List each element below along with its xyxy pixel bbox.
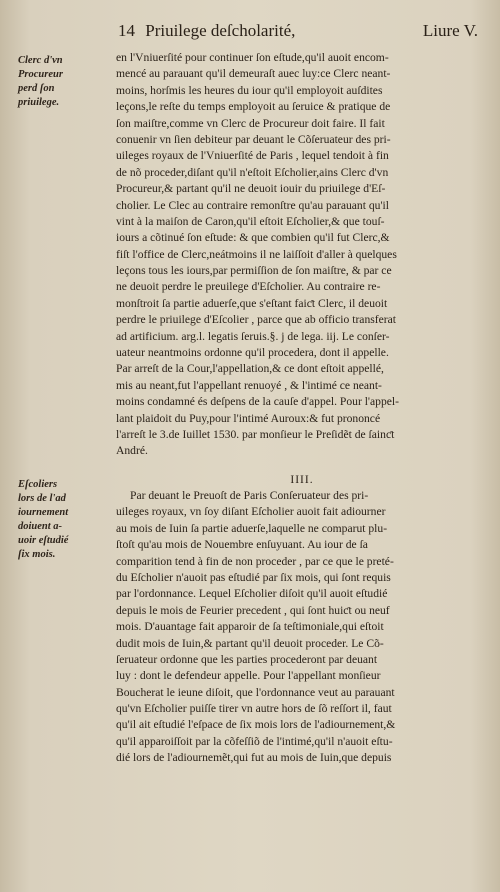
text-line: mencé au parauant qu'il demeuraſt auec luy:ce Clerc neant- (116, 67, 391, 81)
page-number: 14 (118, 21, 135, 40)
text-line: depuis le mois de Feurier precedent , qui ſont huiƈt ou neuf (116, 603, 390, 617)
text-line: moins, horſmis les heures du iour qu'il employoit auſdites (116, 83, 383, 97)
margin-note-clerk (18, 54, 118, 110)
text-line: l'arreſt le 3.de Iuillet 1530. par monſieur le Preſidẽt de ſainƈt (116, 427, 395, 441)
margin-note-line: doiuent a- (18, 521, 63, 532)
text-line: vint à la maiſon de Caron,qu'il eſtoit Eſcholier,& que touſ- (116, 214, 385, 228)
text-line: iours a cõtinué ſon eſtude: & que combien qu'il fut Clerc,& (116, 231, 390, 245)
text-line: qu'il ait eſtudié l'eſpace de ſix mois lors de l'adiournement,& (116, 718, 396, 732)
text-line: comparition tend à fin de non proceder , par ce que le preté- (116, 554, 394, 568)
text-line: Procureur,& partant qu'il ne deuoit iouir du priuilege d'Eſ- (116, 182, 386, 196)
text-line: uateur neantmoins ordonne qu'il procedera, dont il appelle. (116, 346, 389, 360)
text-line: Par arreſt de la Cour,l'appellation,& ce dont eſtoit appellé, (116, 362, 384, 376)
text-line: Boucherat le ieune diſoit, que l'ordonnance veut au parauant (116, 685, 395, 699)
text-line: dudit mois de Iuin,& partant qu'il deuoit proceder. Le Cõ- (116, 636, 384, 650)
text-line: uileges royaux de l'Vniuerſité de Paris , lequel tendoit à fin (116, 149, 389, 163)
text-line: fiſt l'office de Clerc,neátmoins il ne laiſſoit d'aller à quelques (116, 247, 397, 261)
text-line: mis au neant,fut l'appellant renuoyé , & l'intimé ce neant- (116, 378, 382, 392)
margin-note-line: ſix mois. (18, 549, 56, 560)
text-line: du Eſcholier n'auoit pas eſtudié par ſix mois, qui ſont requis (116, 570, 391, 584)
text-line: uileges royaux, vn ſoy diſant Eſcholier auoit fait adiourner (116, 505, 386, 519)
body-text-1 (116, 50, 488, 460)
text-line: ne deuoit perdre le preuilege d'Eſcholier. Au contraire re- (116, 280, 381, 294)
text-line: conuenir vn ſien debiteur par deuant le Cõſeruateur des pri- (116, 132, 391, 146)
text-line: au mois de Iuin ſa partie aduerſe,laquelle ne comparut plu- (116, 521, 388, 535)
text-line: monſtroit ſa partie aduerſe,que s'eſtant faiƈt Clerc, il deuoit (116, 296, 388, 310)
text-line: perdre le priuilege d'Eſcolier , parce que ab officio transferat (116, 313, 396, 327)
margin-note-line: Eſcoliers (18, 479, 58, 490)
text-line: en l'Vniuerſité pour continuer ſon eſtude,qu'il auoit encom- (116, 51, 389, 64)
margin-note-line: lors de l'ad (18, 493, 66, 504)
margin-note-line: perd ſon (18, 83, 55, 94)
text-line: ſon maiſtre,comme vn Clerc de Procureur doit faire. Il fait (116, 116, 385, 130)
text-line: moins condamné és deſpens de la cauſe d'appel. Pour l'appel- (116, 395, 399, 409)
text-line: qu'il apparoiſſoit par la cõfeſſiõ de l'intimé,qu'il n'auoit eſtu- (116, 734, 393, 748)
text-line: par l'ordonnance. Lequel Eſcholier diſoit qu'il auoit eſtudié (116, 587, 388, 601)
text-line: luy : dont le defendeur appelle. Pour l'appellant monſieur (116, 669, 381, 683)
text-line: ſeruateur ordonne que les parties procederont par deuant (116, 652, 378, 666)
text-line: leçons,le reſte du temps employoit au ſeruice & pratique de (116, 100, 391, 114)
margin-note-line: priuilege. (18, 97, 60, 108)
margin-note-line: Clerc d'vn (18, 55, 63, 66)
text-line: ſtoſt qu'au mois de Nouembre enſuyuant. Au iour de ſa (116, 538, 368, 552)
margin-note-line: uoir eſtudié (18, 535, 69, 546)
book-label: Liure V. (422, 21, 478, 40)
margin-note-line: Procureur (18, 69, 63, 80)
text-line: Par deuant le Preuoſt de Paris Conſeruateur des pri- (130, 489, 369, 502)
text-line: leçons tous les iours,par permiſſion de ſon maiſtre, & par ce (116, 264, 392, 278)
body-text-2 (116, 488, 488, 767)
text-line: dié lors de l'adiournemẽt,qui fut au mois de Iuin,que depuis (116, 751, 392, 765)
text-line: mois. D'auantage fait apparoir de ſa teſtimoniale,qui eſtoit (116, 620, 384, 634)
text-line: ad artificium. arg.l. legatis ſeruis.§. j de lega. iij. Le conſer- (116, 329, 390, 343)
text-line: cholier. Le Clec au contraire remonſtre qu'au parauant qu'il (116, 198, 389, 212)
section-number: IIII. (290, 473, 314, 486)
margin-note-students (18, 478, 118, 562)
running-title: Priuilege deſcholarité, (145, 21, 296, 40)
running-header (118, 20, 490, 42)
text-line: de nõ proceder,diſant qu'il n'eſtoit Eſcholier,ains Clerc d'vn (116, 165, 389, 179)
text-line: André. (116, 444, 148, 458)
text-line: qu'vn Eſcholier puiſſe tirer vn autre hors de ſõ reſſort il, faut (116, 702, 392, 716)
text-line: lant plaidoit du Puy,pour l'intimé Auroux:& fut prononcé (116, 411, 381, 425)
margin-note-line: iournement (18, 507, 69, 518)
